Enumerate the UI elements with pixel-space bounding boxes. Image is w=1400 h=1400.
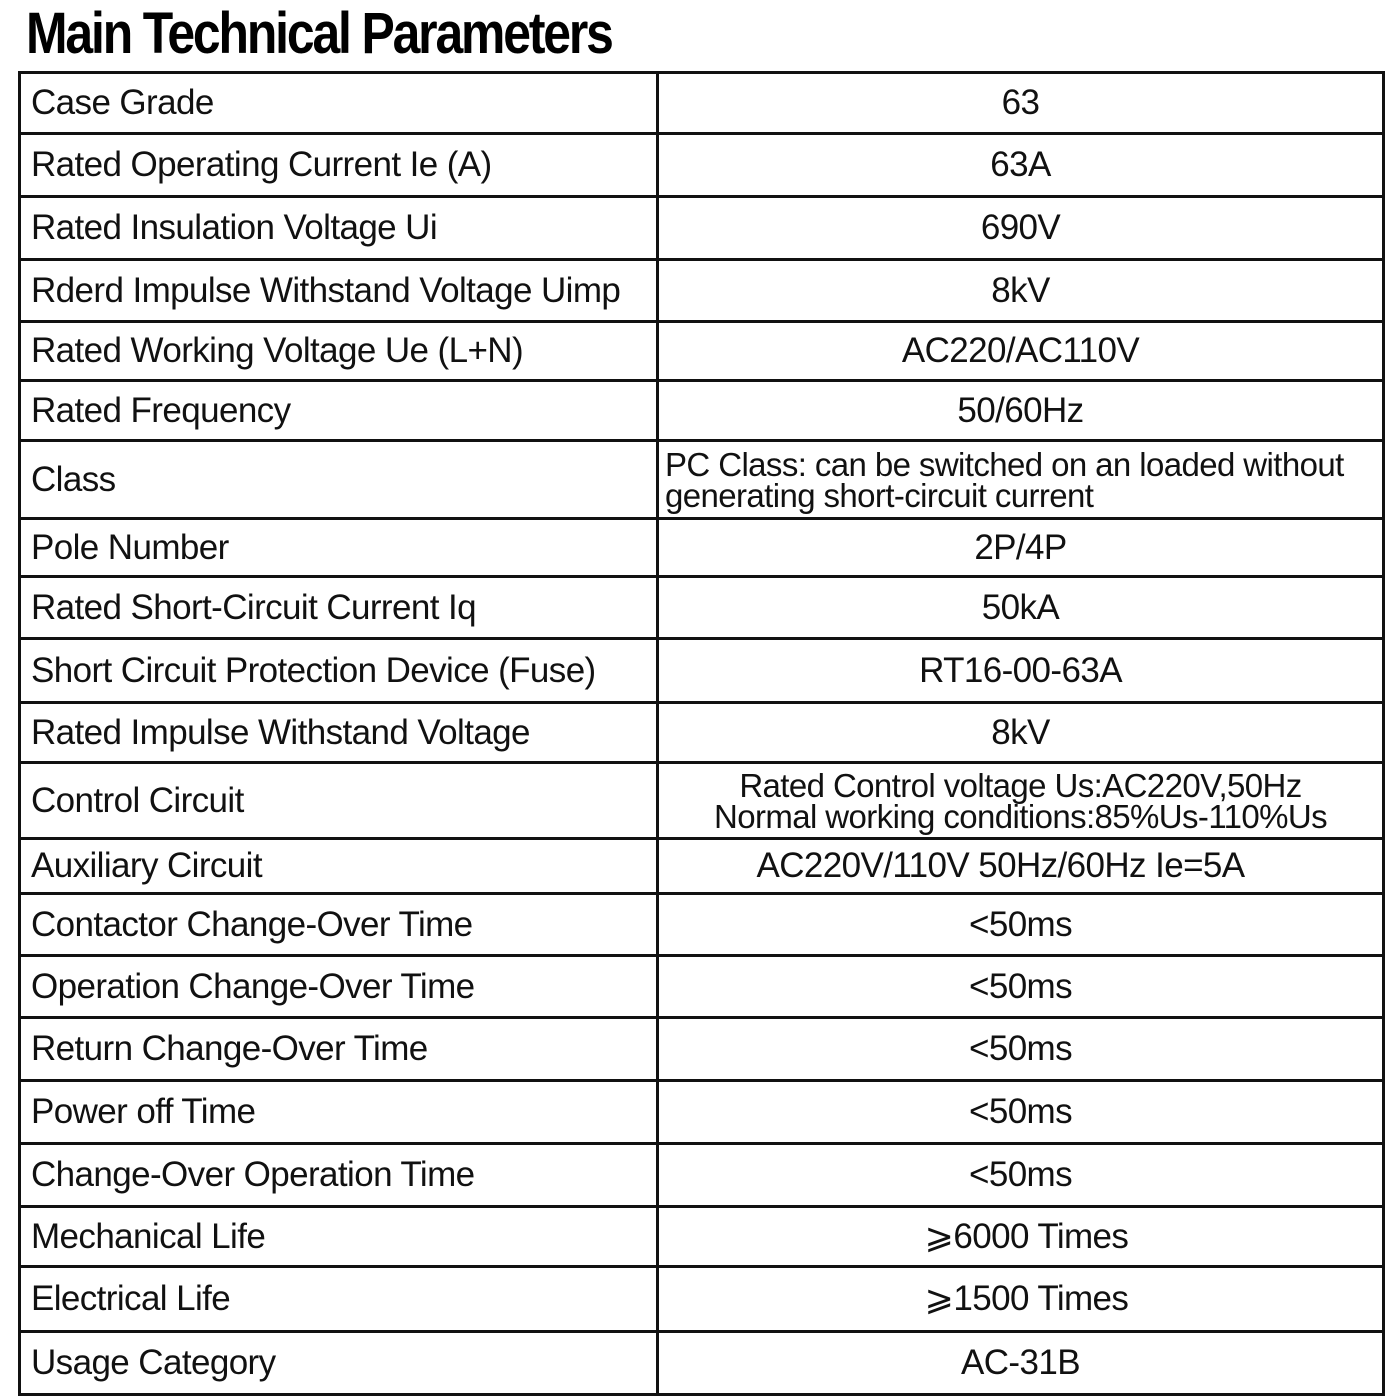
param-value: 8kV bbox=[658, 260, 1384, 322]
param-value-line: generating short-circuit current bbox=[665, 476, 1094, 514]
param-value: AC220V/110V 50Hz/60Hz Ie=5A bbox=[658, 839, 1384, 894]
param-name: Rated Short-Circuit Current Iq bbox=[20, 577, 658, 639]
table-row bbox=[20, 381, 1384, 441]
param-name: Operation Change-Over Time bbox=[20, 956, 658, 1018]
parameters-table bbox=[18, 71, 1385, 1396]
param-name: Power off Time bbox=[20, 1081, 658, 1144]
param-value: 2P/4P bbox=[658, 519, 1384, 577]
param-value bbox=[658, 763, 1384, 839]
page-title: Main Technical Parameters bbox=[26, 1, 612, 66]
param-name: Case Grade bbox=[20, 73, 658, 134]
param-value-line: PC Class: can be switched on an loaded without bbox=[665, 445, 1344, 483]
param-value: 63A bbox=[658, 134, 1384, 197]
table-row bbox=[20, 1018, 1384, 1081]
param-value-line: Rated Control voltage Us:AC220V,50Hz bbox=[739, 766, 1302, 804]
param-value: 63 bbox=[658, 73, 1384, 134]
table-row bbox=[20, 639, 1384, 703]
table-row bbox=[20, 519, 1384, 577]
param-value: <50ms bbox=[658, 1018, 1384, 1081]
param-name: Electrical Life bbox=[20, 1267, 658, 1332]
param-value: AC-31B bbox=[658, 1332, 1384, 1395]
table-row bbox=[20, 322, 1384, 381]
param-name: Pole Number bbox=[20, 519, 658, 577]
table-row bbox=[20, 1267, 1384, 1332]
param-value: 8kV bbox=[658, 703, 1384, 763]
param-name: Usage Category bbox=[20, 1332, 658, 1395]
param-value: 690V bbox=[658, 197, 1384, 260]
param-value: 50kA bbox=[658, 577, 1384, 639]
table-row bbox=[20, 73, 1384, 134]
param-name: Rated Frequency bbox=[20, 381, 658, 441]
table-row bbox=[20, 1332, 1384, 1395]
param-name: Rderd Impulse Withstand Voltage Uimp bbox=[20, 260, 658, 322]
table-row bbox=[20, 703, 1384, 763]
param-name: Rated Impulse Withstand Voltage bbox=[20, 703, 658, 763]
param-value: <50ms bbox=[658, 1144, 1384, 1207]
param-value: AC220/AC110V bbox=[658, 322, 1384, 381]
param-name: Change-Over Operation Time bbox=[20, 1144, 658, 1207]
table-row bbox=[20, 577, 1384, 639]
param-name: Rated Insulation Voltage Ui bbox=[20, 197, 658, 260]
table-row bbox=[20, 1144, 1384, 1207]
table-row bbox=[20, 134, 1384, 197]
table-row bbox=[20, 441, 1384, 519]
table-row bbox=[20, 1081, 1384, 1144]
param-value: ⩾1500 Times bbox=[658, 1267, 1384, 1332]
param-value-line: Normal working conditions:85%Us-110%Us bbox=[713, 797, 1327, 835]
param-value: RT16-00-63A bbox=[658, 639, 1384, 703]
param-name: Contactor Change-Over Time bbox=[20, 894, 658, 956]
param-name: Mechanical Life bbox=[20, 1207, 658, 1267]
table-row bbox=[20, 894, 1384, 956]
table-row bbox=[20, 839, 1384, 894]
param-value: ⩾6000 Times bbox=[658, 1207, 1384, 1267]
param-name: Return Change-Over Time bbox=[20, 1018, 658, 1081]
param-name: Class bbox=[20, 441, 658, 519]
param-value: <50ms bbox=[658, 894, 1384, 956]
param-name: Rated Operating Current Ie (A) bbox=[20, 134, 658, 197]
table-row bbox=[20, 956, 1384, 1018]
table-row bbox=[20, 763, 1384, 839]
param-name: Rated Working Voltage Ue (L+N) bbox=[20, 322, 658, 381]
param-name: Auxiliary Circuit bbox=[20, 839, 658, 894]
param-value bbox=[658, 441, 1384, 519]
table-row bbox=[20, 197, 1384, 260]
param-value: <50ms bbox=[658, 956, 1384, 1018]
param-value: <50ms bbox=[658, 1081, 1384, 1144]
param-name: Short Circuit Protection Device (Fuse) bbox=[20, 639, 658, 703]
param-value: 50/60Hz bbox=[658, 381, 1384, 441]
param-name: Control Circuit bbox=[20, 763, 658, 839]
table-row bbox=[20, 260, 1384, 322]
table-row bbox=[20, 1207, 1384, 1267]
